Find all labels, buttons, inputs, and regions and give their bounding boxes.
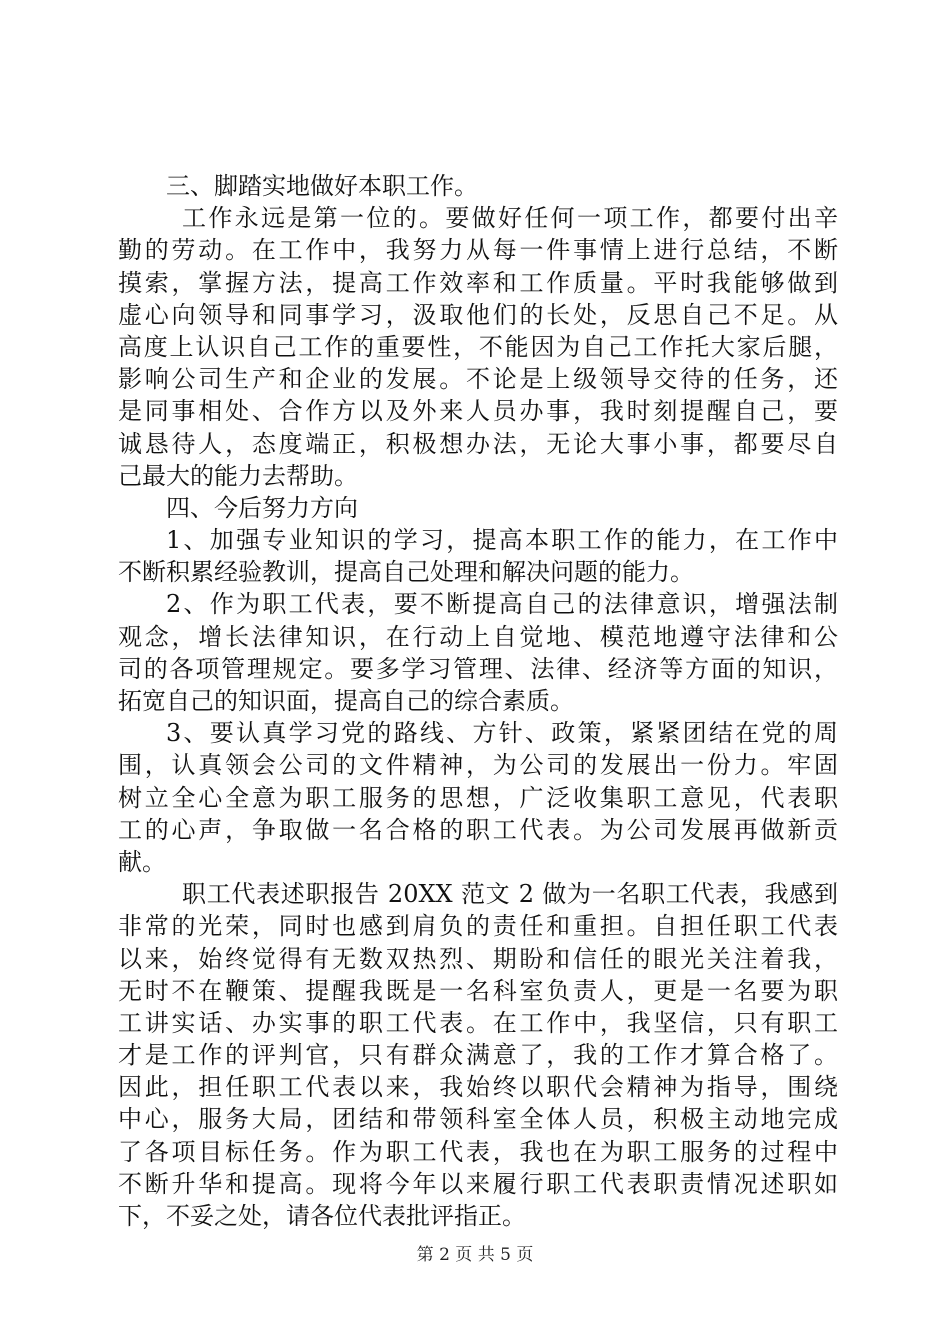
text-line: 虚心向领导和同事学习，汲取他们的长处，反思自己不足。从 — [118, 300, 838, 329]
text-line: 三、脚踏实地做好本职工作。 — [166, 172, 478, 200]
paragraph — [118, 202, 838, 492]
text-line: 以来，始终觉得有无数双热烈、期盼和信任的眼光关注着我， — [118, 944, 838, 973]
text-line: 司的各项管理规定。要多学习管理、法律、经济等方面的知识， — [118, 654, 838, 683]
paragraph — [118, 492, 838, 524]
text-line: 下，不妥之处，请各位代表批评指正。 — [118, 1202, 526, 1230]
text-line: 是同事相处、合作方以及外来人员办事，我时刻提醒自己，要 — [118, 397, 838, 426]
text-line: 因此，担任职工代表以来，我始终以职代会精神为指导，围绕 — [118, 1073, 838, 1102]
paragraph — [118, 717, 838, 878]
document-body — [118, 170, 838, 1232]
text-line: 勤的劳动。在工作中，我努力从每一件事情上进行总结，不断 — [118, 236, 838, 265]
paragraph — [118, 588, 838, 717]
text-line: 无时不在鞭策、提醒我既是一名科室负责人，更是一名要为职 — [118, 976, 838, 1005]
text-line: 了各项目标任务。作为职工代表，我也在为职工服务的过程中 — [118, 1137, 838, 1166]
text-line: 工讲实话、办实事的职工代表。在工作中，我坚信，只有职工 — [118, 1008, 838, 1037]
text-line: 观念，增长法律知识，在行动上自觉地、模范地遵守法律和公 — [118, 622, 838, 651]
text-line: 工作永远是第一位的。要做好任何一项工作，都要付出辛 — [182, 204, 838, 233]
text-line: 才是工作的评判官，只有群众满意了，我的工作才算合格了。 — [118, 1041, 838, 1070]
text-line: 影响公司生产和企业的发展。不论是上级领导交待的任务，还 — [118, 365, 838, 394]
text-line: 诚恳待人，态度端正，积极想办法，无论大事小事，都要尽自 — [118, 429, 838, 458]
text-line: 不断升华和提高。现将今年以来履行职工代表职责情况述职如 — [118, 1169, 838, 1198]
text-line: 3、要认真学习党的路线、方针、政策，紧紧团结在党的周 — [166, 719, 838, 748]
text-line: 工的心声，争取做一名合格的职工代表。为公司发展再做新贡 — [118, 815, 838, 844]
text-line: 2、作为职工代表，要不断提高自己的法律意识，增强法制 — [166, 590, 838, 619]
text-line: 围，认真领会公司的文件精神，为公司的发展出一份力。牢固 — [118, 751, 838, 780]
text-line: 献。 — [118, 847, 166, 876]
page-number-footer: 第 2 页 共 5 页 — [416, 1245, 534, 1265]
text-line: 拓宽自己的知识面，提高自己的综合素质。 — [118, 687, 574, 715]
text-line: 摸索，掌握方法，提高工作效率和工作质量。平时我能够做到 — [118, 268, 838, 297]
text-line: 中心，服务大局，团结和带领科室全体人员，积极主动地完成 — [118, 1105, 838, 1134]
text-line: 1、加强专业知识的学习，提高本职工作的能力，在工作中 — [166, 526, 838, 555]
paragraph — [118, 170, 838, 202]
paragraph — [118, 524, 838, 588]
text-line: 不断积累经验教训，提高自己处理和解决问题的能力。 — [118, 558, 694, 587]
text-line: 己最大的能力去帮助。 — [118, 461, 358, 490]
paragraph — [118, 878, 838, 1232]
text-line: 职工代表述职报告 20XX 范文 2 做为一名职工代表，我感到 — [182, 880, 838, 909]
text-line: 非常的光荣，同时也感到肩负的责任和重担。自担任职工代表 — [118, 912, 838, 941]
text-line: 四、今后努力方向 — [166, 493, 358, 522]
text-line: 高度上认识自己工作的重要性，不能因为自己工作托大家后腿， — [118, 332, 838, 361]
text-line: 树立全心全意为职工服务的思想，广泛收集职工意见，代表职 — [118, 783, 838, 812]
